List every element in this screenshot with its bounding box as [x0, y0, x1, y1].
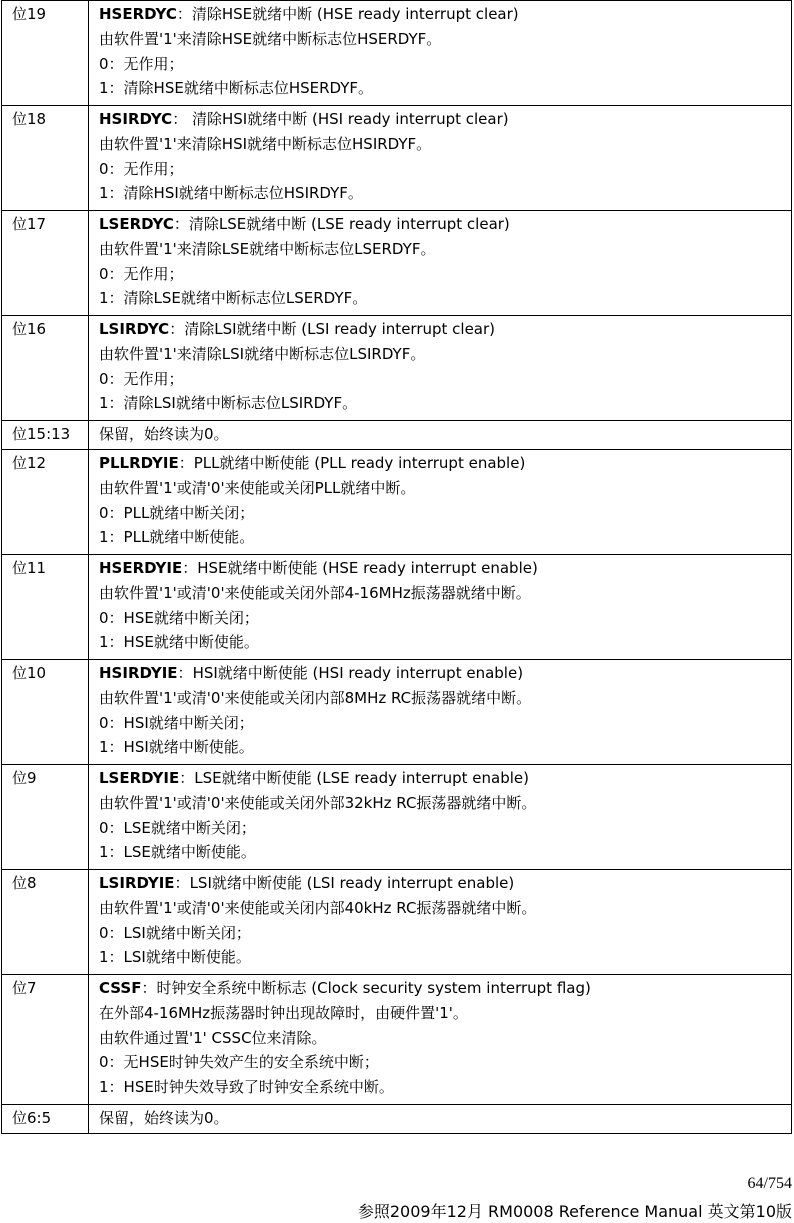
bit-cell: [2, 975, 89, 1105]
description-line: 由软件置'1'来清除HSE就绪中断标志位HSERDYF。: [99, 29, 442, 48]
field-title: LSE就绪中断使能 (LSE ready interrupt enable): [194, 769, 529, 787]
field-separator: ：: [172, 110, 192, 128]
field-title: 保留，始终读为0。: [99, 425, 229, 443]
description-line: 0：HSE就绪中断关闭；: [99, 608, 259, 627]
description-line: 1：清除LSI就绪中断标志位LSIRDYF。: [99, 394, 358, 413]
description-line: 在外部4-16MHz振荡器时钟出现故障时，由硬件置'1'。: [99, 1003, 468, 1022]
description-cell: [89, 421, 792, 450]
field-name: PLLRDYIE: [99, 454, 179, 472]
description-line: 0：无作用；: [99, 54, 184, 73]
field-title: HSE就绪中断使能 (HSE ready interrupt enable): [197, 559, 538, 577]
description-line: 由软件置'1'或清'0'来使能或关闭PLL就绪中断。: [99, 478, 416, 497]
bit-label: 位15:13: [12, 425, 71, 443]
description-line: 由软件通过置'1' CSSC位来清除。: [99, 1028, 327, 1047]
description-line: 由软件置'1'来清除LSI就绪中断标志位LSIRDYF。: [99, 344, 426, 363]
field-separator: ：: [176, 5, 192, 23]
field-separator: ：: [177, 664, 193, 682]
field-title: 时钟安全系统中断标志 (Clock security system interrupt flag): [156, 979, 591, 997]
register-row: [2, 870, 792, 975]
description-line: 由软件置'1'或清'0'来使能或关闭外部32kHz RC振荡器就绪中断。: [99, 793, 537, 812]
register-row: [2, 660, 792, 765]
description-line: 由软件置'1'来清除LSE就绪中断标志位LSERDYF。: [99, 239, 436, 258]
bit-cell: [2, 450, 89, 555]
bit-label: 位8: [12, 874, 37, 892]
field-separator: ：: [179, 769, 195, 787]
description-line: 1：HSI就绪中断使能。: [99, 738, 254, 757]
description-line: 由软件置'1'或清'0'来使能或关闭内部40kHz RC振荡器就绪中断。: [99, 898, 537, 917]
field-name: LSERDYIE: [99, 769, 180, 787]
bit-label: 位16: [12, 320, 47, 338]
register-row: [2, 555, 792, 660]
description-line: 1：LSI就绪中断使能。: [99, 948, 251, 967]
description-cell: [89, 450, 792, 555]
field-heading: [99, 871, 791, 896]
field-title: 清除HSI就绪中断 (HSI ready interrupt clear): [191, 110, 509, 128]
field-name: HSIRDYC: [99, 110, 173, 128]
field-separator: ：: [169, 320, 185, 338]
description-line: 1：清除LSE就绪中断标志位LSERDYF。: [99, 289, 368, 308]
bit-cell: [2, 870, 89, 975]
bit-label: 位17: [12, 215, 47, 233]
field-title: 清除HSE就绪中断 (HSE ready interrupt clear): [191, 5, 519, 23]
field-heading: [99, 766, 791, 791]
register-row: [2, 106, 792, 211]
field-title: 清除LSE就绪中断 (LSE ready interrupt clear): [188, 215, 510, 233]
field-heading: [99, 422, 791, 447]
field-name: LSIRDYC: [99, 320, 170, 338]
field-separator: ：: [173, 215, 189, 233]
bit-cell: [2, 421, 89, 450]
field-name: HSERDYIE: [99, 559, 183, 577]
bit-cell: [2, 106, 89, 211]
register-bit-table: [1, 0, 792, 1134]
bit-cell: [2, 660, 89, 765]
field-separator: ：: [182, 559, 198, 577]
bit-label: 位11: [12, 559, 47, 577]
description-line: 0：LSI就绪中断关闭；: [99, 923, 251, 942]
field-title: HSI就绪中断使能 (HSI ready interrupt enable): [192, 664, 524, 682]
description-line: 由软件置'1'或清'0'来使能或关闭内部8MHz RC振荡器就绪中断。: [99, 688, 532, 707]
field-separator: ：: [141, 979, 157, 997]
field-heading: [99, 661, 791, 686]
description-line: 0：无作用；: [99, 369, 184, 388]
register-row: [2, 1105, 792, 1134]
description-line: 1：HSE就绪中断使能。: [99, 633, 259, 652]
field-title: PLL就绪中断使能 (PLL ready interrupt enable): [193, 454, 526, 472]
description-line: 0：HSI就绪中断关闭；: [99, 713, 254, 732]
field-title: 清除LSI就绪中断 (LSI ready interrupt clear): [184, 320, 496, 338]
bit-cell: [2, 211, 89, 316]
description-cell: [89, 660, 792, 765]
bit-cell: [2, 555, 89, 660]
field-title: LSI就绪中断使能 (LSI ready interrupt enable): [189, 874, 515, 892]
description-line: 0：LSE就绪中断关闭；: [99, 818, 256, 837]
field-separator: ：: [174, 874, 190, 892]
description-cell: [89, 1, 792, 106]
bit-label: 位9: [12, 769, 37, 787]
description-cell: [89, 316, 792, 421]
bit-label: 位10: [12, 664, 47, 682]
bit-cell: [2, 1105, 89, 1134]
table-body: [2, 1, 792, 1134]
field-name: HSIRDYIE: [99, 664, 178, 682]
reference-note: 参照2009年12月 RM0008 Reference Manual 英文第10版: [357, 1202, 792, 1221]
description-cell: [89, 975, 792, 1105]
field-heading: [99, 317, 791, 342]
description-line: 1：PLL就绪中断使能。: [99, 528, 255, 547]
field-separator: ：: [178, 454, 194, 472]
field-name: LSERDYC: [99, 215, 174, 233]
description-line: 由软件置'1'或清'0'来使能或关闭外部4-16MHz振荡器就绪中断。: [99, 583, 531, 602]
register-row: [2, 211, 792, 316]
description-cell: [89, 765, 792, 870]
description-line: 0：无作用；: [99, 159, 184, 178]
bit-label: 位7: [12, 979, 37, 997]
bit-cell: [2, 765, 89, 870]
field-heading: [99, 212, 791, 237]
field-heading: [99, 556, 791, 581]
bit-label: 位12: [12, 454, 47, 472]
field-title: 保留，始终读为0。: [99, 1109, 229, 1127]
description-line: 1：清除HSI就绪中断标志位HSIRDYF。: [99, 184, 363, 203]
bit-label: 位19: [12, 5, 47, 23]
description-line: 0：PLL就绪中断关闭；: [99, 503, 255, 522]
description-cell: [89, 1105, 792, 1134]
field-name: LSIRDYIE: [99, 874, 175, 892]
description-line: 由软件置'1'来清除HSI就绪中断标志位HSIRDYF。: [99, 134, 432, 153]
register-row: [2, 1, 792, 106]
register-row: [2, 316, 792, 421]
description-line: 0：无作用；: [99, 264, 184, 283]
description-line: 1：HSE时钟失效导致了时钟安全系统中断。: [99, 1078, 394, 1097]
description-line: 0：无HSE时钟失效产生的安全系统中断；: [99, 1053, 379, 1072]
register-row: [2, 450, 792, 555]
register-row: [2, 765, 792, 870]
bit-label: 位18: [12, 110, 47, 128]
bit-cell: [2, 1, 89, 106]
field-heading: [99, 976, 791, 1001]
description-cell: [89, 555, 792, 660]
field-heading: [99, 451, 791, 476]
description-cell: [89, 211, 792, 316]
register-row: [2, 421, 792, 450]
bit-label: 位6:5: [12, 1109, 52, 1127]
field-heading: [99, 1106, 791, 1131]
description-line: 1：LSE就绪中断使能。: [99, 843, 256, 862]
description-line: 1：清除HSE就绪中断标志位HSERDYF。: [99, 79, 374, 98]
register-row: [2, 975, 792, 1105]
field-heading: [99, 107, 791, 132]
description-cell: [89, 870, 792, 975]
bit-cell: [2, 316, 89, 421]
field-heading: [99, 2, 791, 27]
field-name: HSERDYC: [99, 5, 177, 23]
page-number: 64/754: [747, 1175, 792, 1192]
field-name: CSSF: [99, 979, 142, 997]
description-cell: [89, 106, 792, 211]
